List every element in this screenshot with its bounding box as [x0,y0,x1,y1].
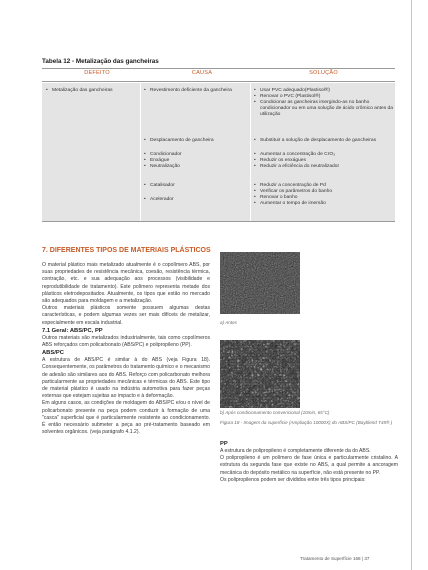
paragraph: A estrutura de ABS/PC é similar à do ABS (veja Figura 18). Consequentemente, os parâmetros do tratamento químico e o mecanismo de adesão são similares aos do ABS. Reforço com policarbonato melhora particularmente as propriedades mecânicas e térmicas do ABS. Este tipo de material plástico é usado na indústria automotiva para fazer peças externas que estejam sujeitas ao impacto e à deformação. [42,357,210,400]
solution-item: • Substituir a solução de desplacamento de gancheiras [254,138,394,144]
table-top-rule [42,68,395,69]
solution-item: • Renovar o PVC (Plastisol®) [254,94,394,100]
sem-image-before [220,252,300,314]
paragraph: Os polipropilenos podem ser divididos entre três tipos principais: [220,476,366,483]
solution-item: • Reduzir a eficiência do neutralizador [254,164,394,170]
paragraph: A estrutura de polipropileno é completamente diferente da do ABS. [220,448,371,454]
subsection-heading: ABS/PC [42,350,64,357]
solution-item: • Renovar o banho [254,195,394,201]
pp-heading: PP [220,441,228,447]
solution-item: • Reduzir a concentração de Pd [254,183,394,189]
section-title: 7. DIFERENTES TIPOS DE MATERIAIS PLÁSTICOS [42,247,211,254]
cause-item: • Condicionador [144,152,248,158]
left-column [42,262,210,436]
sem-image-after [220,340,300,408]
solution-cell [254,152,394,170]
cause-cell [144,183,248,203]
solution-item: • Verificar os parâmetros do banho [254,189,394,195]
table-bottom-rule [42,221,395,222]
cause-item: • Desplacamento de gancheira [144,138,248,144]
paragraph: Outros materiais são metalizados industrialmente, tais como copolímeros ABS reforçados com policarbonato (ABS/PC) e polipropileno (PP). [42,334,210,349]
cause-cell [144,138,248,144]
cause-item: • Acelerador [144,197,248,203]
defect-cell [46,88,138,94]
paragraph: O polipropileno é um polímero de fase única e particularmente cristalino. A estrutura da segunda fase que existe no ABS, a qual permite a ancoragem mecânica do depósito metálico na superfície, não está presente no PP. [220,455,398,476]
header-defeito: DEFEITO [84,70,110,76]
cause-item: • Catalisador [144,183,248,189]
header-causa: CAUSA [191,70,213,76]
right-column [220,440,398,484]
defect-item: • Metalização das gancheiras [46,88,138,94]
cause-cell [144,152,248,170]
column-divider [250,83,251,221]
solution-item: • Usar PVC adequado(Plastisol®) [254,88,394,94]
figure-caption: Figura 18 - Imagem da superfície (Ampliação 10000X) do ABS/PC (Bayblend T45® ) [220,420,393,425]
header-solucao: SOLUÇÃO [309,70,338,76]
table-title: Tabela 12 - Metalização das gancheiras [42,58,159,65]
caption-before: a) Antes [220,320,237,325]
column-divider [140,83,141,221]
cause-item: • Enxágue [144,158,248,164]
table-header-rule [42,81,395,82]
cause-item: • Neutralização [144,164,248,170]
solution-item: • Reduzir os enxágues [254,158,394,164]
page-footer: Tratamento de Superfície 168 | 37 [300,556,370,561]
paragraph: Em alguns casos, as condições de moldagem do ABS/PC e/ou o nível de policarbonato presente na peça podem conduzir à formação de uma "casca" superficial que é particularmente resistente ao condicionamento. É então necessário submeter a peça ao pré-tratamento baseado em solventes orgânicos. (veja parágrafo 4.1.2). [42,400,210,436]
solution-item: • Aumentar o tempo de imersão [254,201,394,207]
caption-after: b) Após condicionamento convencional (10min, 65°C) [220,410,330,415]
solution-item: • Condicionar as gancheiras imergindo-as no banho condicionador ou em uma solução de ácido crômico antes da utilização [254,100,394,118]
solution-cell [254,183,394,207]
cause-cell [144,88,248,94]
solution-item: • Aumentar a concentração de CrO₃ [254,152,394,158]
paragraph: O material plástico mais metalizado atualmente é o copolímero ABS, por suas propriedades de resistência mecânica, coesão, resistência térmica, contração, etc. e sua adequação aos processos (visibilidade e reprodutibilidade de tratamento). Este polímero representa metade dos plásticos eletrodepositados. Atualmente, os tipos que estão no mercado são adequados para moldagem e a metalização. [42,262,210,305]
subsection-heading: 7.1 Geral: ABS/PC, PP [42,327,103,334]
solution-cell [254,138,394,144]
paragraph: Outros materiais plásticos somente possuem algumas destas características, e podem algumas vezes ser mais difíceis de metalizar, especialmente em escala industrial. [42,305,210,326]
solution-cell [254,88,394,118]
cause-item: • Revestimento deficiente da gancheira [144,88,248,94]
